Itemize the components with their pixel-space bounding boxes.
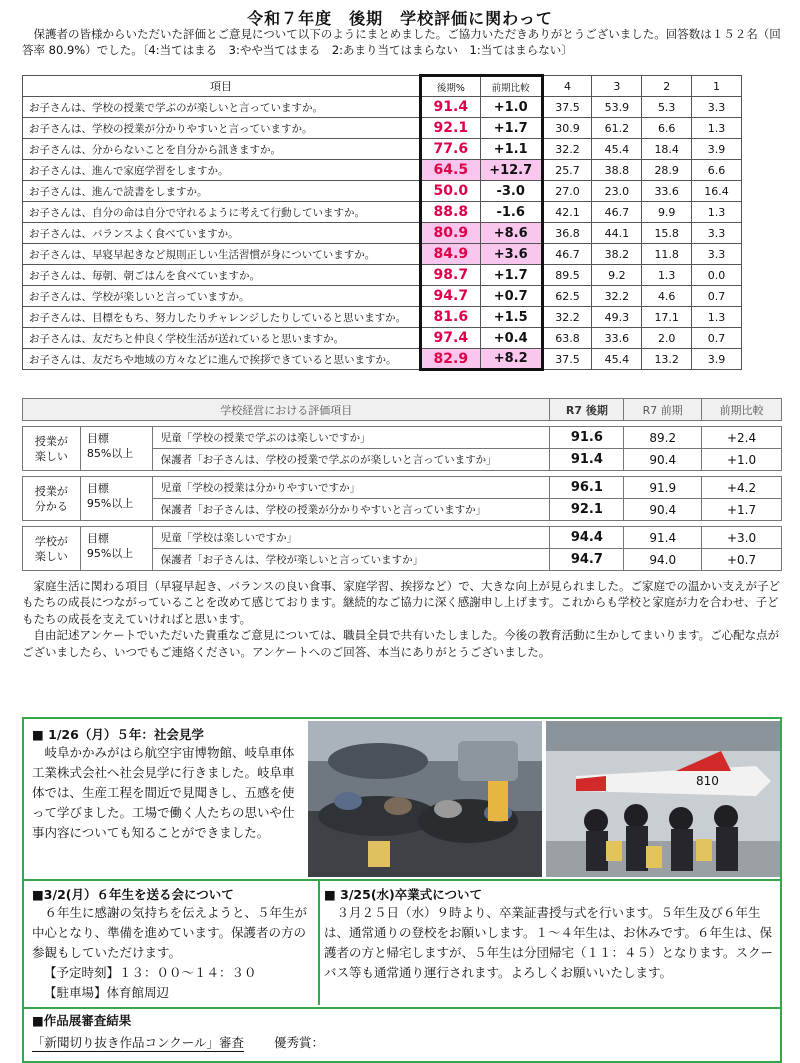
compare-cell: +0.7 [702,549,782,571]
value-2-cell: 17.1 [642,307,692,328]
value-1-cell: 3.3 [692,97,742,118]
late-pct-cell: 92.1 [420,118,480,139]
divider [24,879,780,881]
compare-cell: +12.7 [480,160,542,181]
news-graduation [324,885,780,983]
value-2-cell: 2.0 [642,328,692,349]
category-line: 授業が [34,434,68,448]
value-4-cell: 25.7 [542,160,592,181]
r7-early-cell: 89.2 [624,427,702,449]
question-cell: お子さんは、学校が楽しいと言っていますか。 [23,286,421,307]
value-2-cell: 9.9 [642,202,692,223]
compare-cell: +1.5 [480,307,542,328]
category-cell [23,427,81,471]
col-header-compare: 前期比較 [480,76,542,97]
col-header-item: 項目 [23,76,421,97]
news-exhibition-results [32,1011,772,1052]
value-4-cell: 36.8 [542,223,592,244]
late-pct-cell: 77.6 [420,139,480,160]
compare-cell: +1.0 [480,97,542,118]
value-4-cell: 32.2 [542,139,592,160]
compare-cell: +1.7 [480,265,542,286]
late-pct-cell: 81.6 [420,307,480,328]
page-title: 令和７年度 後期 学校評価に関わって [247,9,553,28]
table-header-row [23,76,742,97]
col-header-1: 1 [692,76,742,97]
event-time: 【予定時刻】１３：００～１４：３０ [44,965,257,980]
target-label: 目標 [86,432,109,445]
target-cell [80,527,152,571]
late-pct-cell: 82.9 [420,349,480,370]
late-pct-cell: 64.5 [420,160,480,181]
col-header-mgmt-compare: 前期比較 [702,399,782,421]
section-text: ６年生に感謝の気持ちを伝えようと、５年生が中心となり、準備を進めています。保護者の方の参観もしていただけます。 [32,905,308,960]
late-pct-cell: 84.9 [420,244,480,265]
value-4-cell: 63.8 [542,328,592,349]
item-cell: 保護者「お子さんは、学校の授業が分かりやすいと言っていますか」 [152,499,550,521]
compare-cell: +1.7 [480,118,542,139]
question-cell: お子さんは、バランスよく食べていますか。 [23,223,421,244]
table-row [23,328,742,349]
value-2-cell: 18.4 [642,139,692,160]
value-2-cell: 15.8 [642,223,692,244]
value-2-cell: 28.9 [642,160,692,181]
school-management-table [22,398,782,571]
table-header-row [23,399,782,421]
section-title: ■ 1/26（月）５年：社会見学 [32,727,204,742]
value-4-cell: 89.5 [542,265,592,286]
value-1-cell: 16.4 [692,181,742,202]
value-1-cell: 0.0 [692,265,742,286]
intro-text: 保護者の皆様からいただいた評価とご意見について以下のようにまとめました。ご協力いただきありがとうございました。回答数は１５２名（回答率 80.9%）でした。〔4:当てはまる 3:やや当てはまる 2:あまり当てはまらない 1:当てはまらない〕 [22,27,781,57]
value-2-cell: 4.6 [642,286,692,307]
value-3-cell: 61.2 [592,118,642,139]
award-line [32,1033,772,1052]
value-3-cell: 32.2 [592,286,642,307]
aircraft-photo [546,721,780,877]
col-header-mgmt-item: 学校経営における評価項目 [23,399,550,421]
r7-early-cell: 91.9 [624,477,702,499]
item-cell: 児童「学校の授業は分かりやすいですか」 [152,477,550,499]
late-pct-cell: 98.7 [420,265,480,286]
value-4-cell: 42.1 [542,202,592,223]
table-row [23,139,742,160]
value-3-cell: 49.3 [592,307,642,328]
table-row [23,160,742,181]
target-value: 95%以上 [86,497,134,510]
item-cell: 児童「学校は楽しいですか」 [152,527,550,549]
col-header-4: 4 [542,76,592,97]
value-1-cell: 3.3 [692,223,742,244]
category-line: 授業が [34,484,68,498]
r7-late-cell: 94.7 [550,549,624,571]
value-3-cell: 53.9 [592,97,642,118]
table-row [23,349,742,370]
table-row [23,265,742,286]
value-4-cell: 37.5 [542,349,592,370]
r7-late-cell: 91.4 [550,449,624,471]
category-cell [23,477,81,521]
news-box [22,717,782,1063]
divider [318,879,320,1005]
value-4-cell: 32.2 [542,307,592,328]
table-row [23,286,742,307]
target-label: 目標 [86,482,109,495]
question-cell: お子さんは、学校の授業が分かりやすいと言っていますか。 [23,118,421,139]
value-2-cell: 1.3 [642,265,692,286]
museum-photo [308,721,542,877]
compare-cell: +1.7 [702,499,782,521]
compare-cell: +4.2 [702,477,782,499]
compare-cell: -3.0 [480,181,542,202]
late-pct-cell: 97.4 [420,328,480,349]
r7-late-cell: 92.1 [550,499,624,521]
r7-early-cell: 90.4 [624,499,702,521]
compare-cell: +0.7 [480,286,542,307]
value-2-cell: 33.6 [642,181,692,202]
value-4-cell: 46.7 [542,244,592,265]
table-row [23,97,742,118]
value-3-cell: 44.1 [592,223,642,244]
r7-early-cell: 90.4 [624,449,702,471]
parking-info: 【駐車場】体育館周辺 [44,985,170,1000]
question-cell: お子さんは、進んで家庭学習をしますか。 [23,160,421,181]
target-cell [80,477,152,521]
category-line: 分かる [34,499,68,513]
section-text: 岐阜かかみがはら航空宇宙博物館、岐阜車体工業株式会社へ社会見学に行きました。岐阜車体では、生産工程を間近で見聞きし、五感を使って学びました。工場で働く人たちの思いや仕事内容についても知ることができました。 [32,745,295,840]
question-cell: お子さんは、友だちや地域の方々などに進んで挨拶できていると思いますか。 [23,349,421,370]
survey-results-table [22,74,742,371]
question-cell: お子さんは、自分の命は自分で守れるように考えて行動していますか。 [23,202,421,223]
target-value: 95%以上 [86,547,134,560]
category-line: 学校が [34,534,68,548]
table-row [23,223,742,244]
value-1-cell: 1.3 [692,118,742,139]
value-1-cell: 3.3 [692,244,742,265]
question-cell: お子さんは、進んで読書をしますか。 [23,181,421,202]
value-1-cell: 3.9 [692,139,742,160]
value-4-cell: 62.5 [542,286,592,307]
table-row [23,244,742,265]
value-2-cell: 6.6 [642,118,692,139]
question-cell: お子さんは、分からないことを自分から訊きますか。 [23,139,421,160]
r7-early-cell: 91.4 [624,527,702,549]
value-2-cell: 13.2 [642,349,692,370]
value-1-cell: 6.6 [692,160,742,181]
r7-early-cell: 94.0 [624,549,702,571]
photo-strip [308,721,780,877]
value-1-cell: 1.3 [692,307,742,328]
aircraft-number: 810 [696,774,719,788]
category-line: 楽しい [34,449,68,463]
value-3-cell: 9.2 [592,265,642,286]
value-1-cell: 3.9 [692,349,742,370]
value-3-cell: 45.4 [592,139,642,160]
contest-name: 「新聞切り抜き作品コンクール」審査 [32,1035,245,1050]
category-line: 楽しい [34,549,68,563]
question-cell: お子さんは、友だちと仲良く学校生活が送れていると思いますか。 [23,328,421,349]
item-cell: 保護者「お子さんは、学校の授業で学ぶのが楽しいと言っていますか」 [152,449,550,471]
table-row [23,527,782,549]
value-3-cell: 38.2 [592,244,642,265]
value-3-cell: 45.4 [592,349,642,370]
award-label: 優秀賞： [274,1035,325,1050]
value-3-cell: 23.0 [592,181,642,202]
value-1-cell: 1.3 [692,202,742,223]
late-pct-cell: 88.8 [420,202,480,223]
compare-cell: +3.6 [480,244,542,265]
table-row [23,181,742,202]
item-cell: 児童「学校の授業で学ぶのは楽しいですか」 [152,427,550,449]
value-3-cell: 38.8 [592,160,642,181]
value-4-cell: 37.5 [542,97,592,118]
r7-late-cell: 96.1 [550,477,624,499]
table-row [23,477,782,499]
summary-text [22,578,782,660]
section-text: ３月２５日（水）９時より、卒業証書授与式を行います。５年生及び６年生は、通常通りの登校をお願いします。１～４年生は、お休みです。６年生は、保護者の方と帰宅しますが、５年生は分団帰宅（１１：４５）となります。スクーバス等も通常通り運行されます。よろしくお願いいたします。 [324,905,774,980]
late-pct-cell: 94.7 [420,286,480,307]
question-cell: お子さんは、目標をもち、努力したりチャレンジしたりしていると思いますか。 [23,307,421,328]
value-2-cell: 5.3 [642,97,692,118]
compare-cell: +8.2 [480,349,542,370]
question-cell: お子さんは、学校の授業で学ぶのが楽しいと言っていますか。 [23,97,421,118]
col-header-late-pct: 後期% [420,76,480,97]
compare-cell: +1.0 [702,449,782,471]
target-value: 85%以上 [86,447,134,460]
value-4-cell: 27.0 [542,181,592,202]
section-title: ■作品展審査結果 [32,1013,132,1028]
summary-paragraph-1: 家庭生活に関わる項目（早寝早起き、バランスの良い食事、家庭学習、挨拶など）で、大きな向上が見られました。ご家庭での温かい支えが子どもたちの成長につながっていることを改めて感じております。継続的なご協力に深く感謝申し上げます。これからも学校と家庭が力を合わせ、子どもたちの成長を支えていければと思います。 [22,579,780,626]
compare-cell: +0.4 [480,328,542,349]
compare-cell: +3.0 [702,527,782,549]
divider [24,1007,780,1009]
r7-late-cell: 91.6 [550,427,624,449]
summary-paragraph-2: 自由記述アンケートでいただいた貴重なご意見については、職員全員で共有いたしました。今後の教育活動に生かしてまいります。ご心配な点がございましたら、いつでもご連絡ください。アンケートへのご回答、本当にありがとうございました。 [22,628,780,659]
col-header-r7-late: R7 後期 [550,399,624,421]
r7-late-cell: 94.4 [550,527,624,549]
item-cell: 保護者「お子さんは、学校が楽しいと言っていますか」 [152,549,550,571]
section-title: ■3/2(月）６年生を送る会について [32,887,234,902]
news-social-study [32,725,302,843]
value-2-cell: 11.8 [642,244,692,265]
compare-cell: +1.1 [480,139,542,160]
question-cell: お子さんは、早寝早起きなど規則正しい生活習慣が身についていますか。 [23,244,421,265]
col-header-2: 2 [642,76,692,97]
table-row [23,118,742,139]
table-row [23,427,782,449]
late-pct-cell: 50.0 [420,181,480,202]
late-pct-cell: 80.9 [420,223,480,244]
value-3-cell: 33.6 [592,328,642,349]
news-farewell-party [32,885,317,1003]
compare-cell: -1.6 [480,202,542,223]
value-1-cell: 0.7 [692,286,742,307]
table-row [23,202,742,223]
late-pct-cell: 91.4 [420,97,480,118]
compare-cell: +2.4 [702,427,782,449]
compare-cell: +8.6 [480,223,542,244]
table-row [23,307,742,328]
target-cell [80,427,152,471]
col-header-r7-early: R7 前期 [624,399,702,421]
section-title: ■ 3/25(水)卒業式について [324,887,482,902]
question-cell: お子さんは、毎朝、朝ごはんを食べていますか。 [23,265,421,286]
col-header-3: 3 [592,76,642,97]
target-label: 目標 [86,532,109,545]
value-3-cell: 46.7 [592,202,642,223]
value-1-cell: 0.7 [692,328,742,349]
category-cell [23,527,81,571]
value-4-cell: 30.9 [542,118,592,139]
